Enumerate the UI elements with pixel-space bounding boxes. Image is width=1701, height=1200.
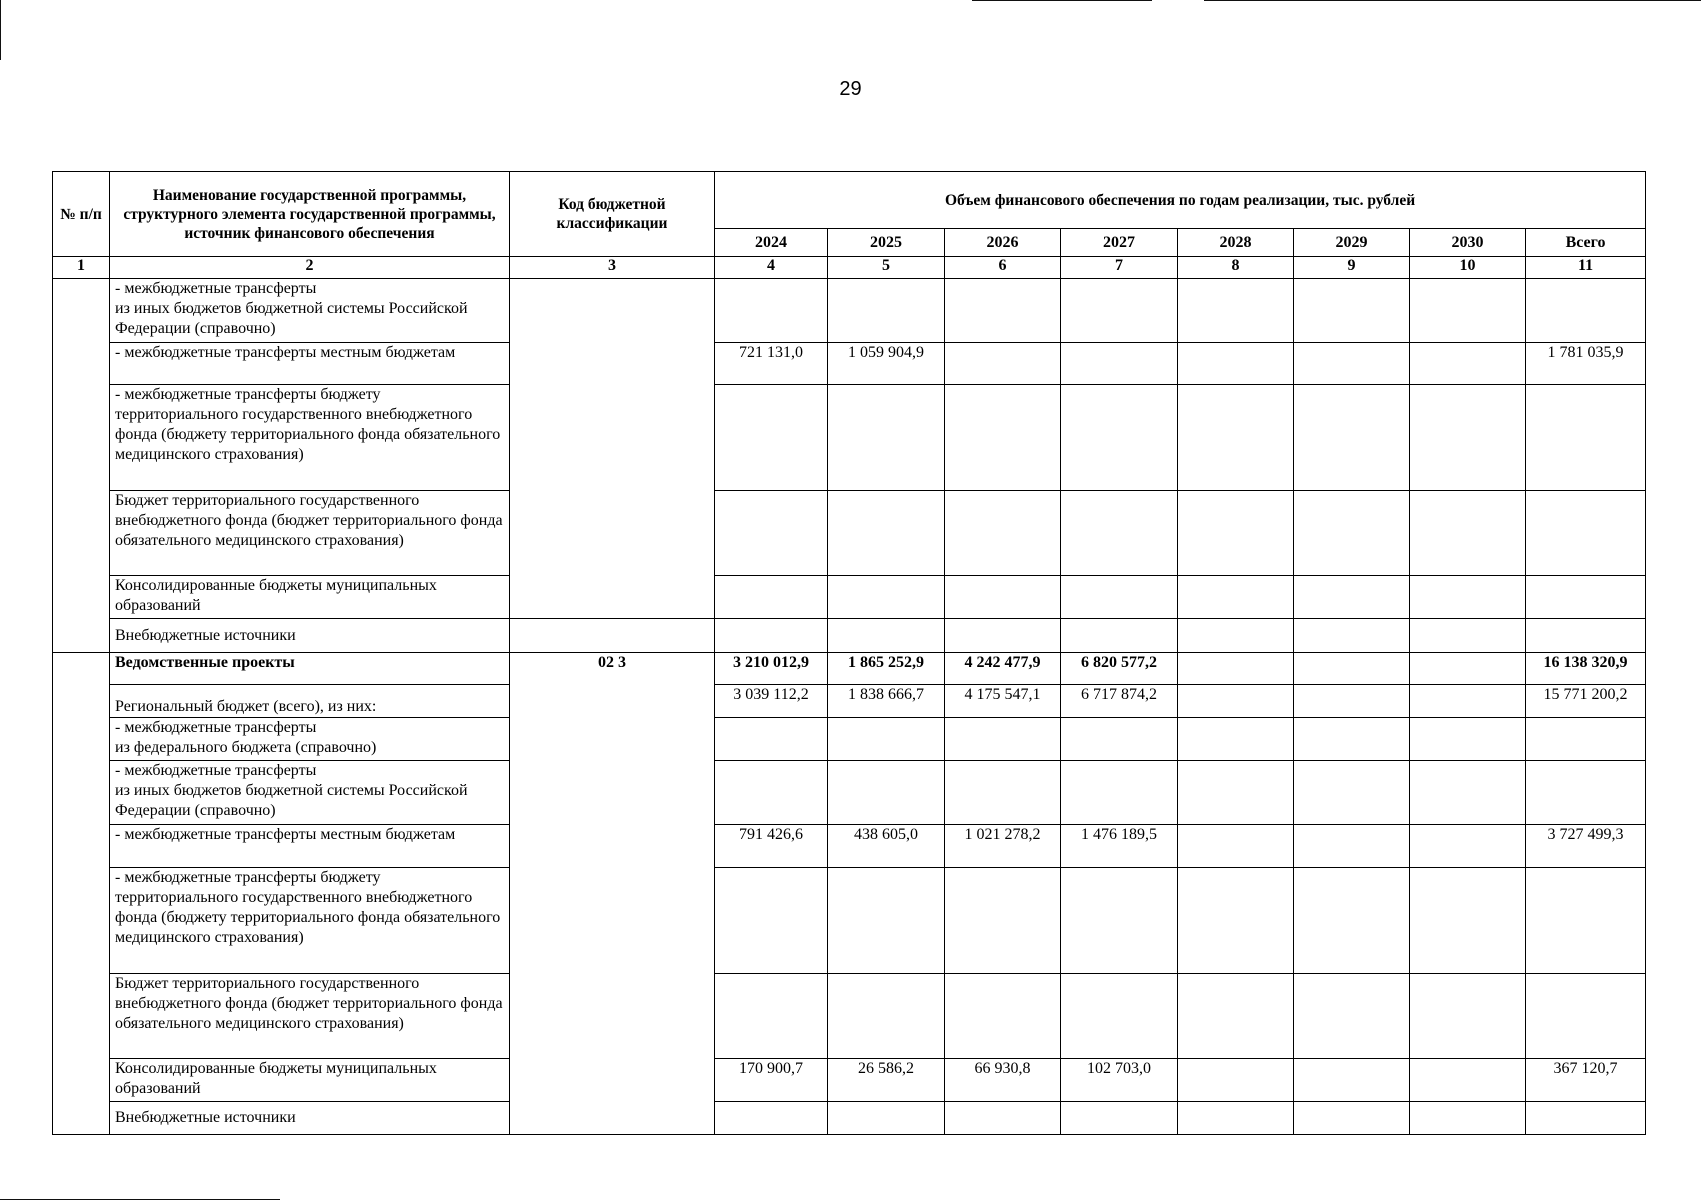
column-number: 11 — [1526, 257, 1646, 279]
year-value: 438 605,0 — [828, 825, 945, 868]
year-value — [945, 718, 1061, 761]
table-row — [53, 825, 1646, 868]
year-header: 2024 — [715, 229, 828, 257]
year-value — [1178, 279, 1294, 343]
budget-code-cell — [510, 619, 715, 653]
column-number: 8 — [1178, 257, 1294, 279]
budget-code-cell: 02 3 — [510, 653, 715, 1135]
year-value — [1294, 279, 1410, 343]
year-value: 4 175 547,1 — [945, 685, 1061, 718]
header-num: № п/п — [53, 172, 110, 257]
year-value — [1410, 1059, 1526, 1102]
header-code: Код бюджетной классификации — [510, 172, 715, 257]
row-name: - межбюджетные трансферты местным бюджетам — [110, 825, 510, 868]
table-row — [53, 385, 1646, 491]
year-value — [1178, 761, 1294, 825]
row-name: - межбюджетные трансферты из иных бюджетов бюджетной системы Российской Федерации (справочно) — [110, 279, 510, 343]
page-number: 29 — [839, 78, 862, 100]
row-number-cell — [53, 653, 110, 1135]
year-value — [828, 279, 945, 343]
row-name: Внебюджетные источники — [110, 1102, 510, 1135]
total-value — [1526, 619, 1646, 653]
scan-edge-line — [972, 0, 1152, 1]
year-value — [1061, 974, 1178, 1059]
table-row — [53, 718, 1646, 761]
year-value — [1178, 1102, 1294, 1135]
year-value: 721 131,0 — [715, 343, 828, 385]
financing-table — [52, 171, 1646, 1135]
year-value — [1061, 279, 1178, 343]
table-row — [53, 1102, 1646, 1135]
year-value — [1061, 619, 1178, 653]
year-value — [1410, 718, 1526, 761]
year-value — [715, 868, 828, 974]
table-row — [53, 761, 1646, 825]
year-value — [945, 576, 1061, 619]
table-row — [53, 685, 1646, 718]
year-header: 2027 — [1061, 229, 1178, 257]
column-number: 4 — [715, 257, 828, 279]
year-value: 3 210 012,9 — [715, 653, 828, 685]
year-value — [1294, 761, 1410, 825]
table-row — [53, 653, 1646, 685]
scan-edge-line — [1204, 0, 1701, 1]
year-value — [828, 619, 945, 653]
total-value — [1526, 761, 1646, 825]
row-name: - межбюджетные трансферты из иных бюджетов бюджетной системы Российской Федерации (справочно) — [110, 761, 510, 825]
year-value — [715, 1102, 828, 1135]
year-value — [1178, 825, 1294, 868]
year-header: 2026 — [945, 229, 1061, 257]
table-row — [53, 343, 1646, 385]
year-value — [1178, 868, 1294, 974]
table-row — [53, 491, 1646, 576]
year-value — [715, 718, 828, 761]
year-value — [1410, 825, 1526, 868]
year-value: 66 930,8 — [945, 1059, 1061, 1102]
year-value — [1294, 825, 1410, 868]
table-body — [53, 279, 1646, 1135]
row-name: Внебюджетные источники — [110, 619, 510, 653]
year-value — [1061, 576, 1178, 619]
year-value — [1178, 385, 1294, 491]
total-value — [1526, 868, 1646, 974]
column-number: 7 — [1061, 257, 1178, 279]
year-value — [1294, 685, 1410, 718]
header-row — [53, 172, 1646, 229]
year-value — [945, 343, 1061, 385]
year-value — [1410, 576, 1526, 619]
year-value — [1294, 576, 1410, 619]
scan-edge-line — [0, 0, 1, 60]
year-value — [828, 1102, 945, 1135]
year-value — [828, 718, 945, 761]
row-name: Консолидированные бюджеты муниципальных образований — [110, 576, 510, 619]
total-value — [1526, 491, 1646, 576]
year-value: 170 900,7 — [715, 1059, 828, 1102]
total-value — [1526, 279, 1646, 343]
column-number: 5 — [828, 257, 945, 279]
year-value — [715, 279, 828, 343]
year-value — [1410, 619, 1526, 653]
year-value — [945, 868, 1061, 974]
year-value — [1410, 1102, 1526, 1135]
year-value — [1178, 718, 1294, 761]
row-name: Бюджет территориального государственного внебюджетного фонда (бюджет территориального фонда обязательного медицинского страхования) — [110, 491, 510, 576]
year-value — [1294, 868, 1410, 974]
year-value — [1178, 1059, 1294, 1102]
row-name: Бюджет территориального государственного внебюджетного фонда (бюджет территориального фонда обязательного медицинского страхования) — [110, 974, 510, 1059]
year-value — [945, 491, 1061, 576]
year-value — [1410, 653, 1526, 685]
year-value — [715, 974, 828, 1059]
year-value — [828, 974, 945, 1059]
year-value: 791 426,6 — [715, 825, 828, 868]
total-value: 367 120,7 — [1526, 1059, 1646, 1102]
row-number-cell — [53, 279, 110, 653]
year-value — [1178, 653, 1294, 685]
year-value — [1410, 343, 1526, 385]
year-value — [715, 761, 828, 825]
year-value: 1 059 904,9 — [828, 343, 945, 385]
year-value — [1061, 718, 1178, 761]
row-name: - межбюджетные трансферты местным бюджетам — [110, 343, 510, 385]
year-value — [945, 1102, 1061, 1135]
total-value — [1526, 718, 1646, 761]
year-value — [1178, 619, 1294, 653]
year-value — [1410, 385, 1526, 491]
year-value — [828, 491, 945, 576]
year-header: 2029 — [1294, 229, 1410, 257]
year-value — [945, 761, 1061, 825]
row-name: Консолидированные бюджеты муниципальных образований — [110, 1059, 510, 1102]
year-value — [1410, 685, 1526, 718]
year-value: 4 242 477,9 — [945, 653, 1061, 685]
total-value: 15 771 200,2 — [1526, 685, 1646, 718]
year-value — [945, 279, 1061, 343]
column-number: 9 — [1294, 257, 1410, 279]
table-row — [53, 868, 1646, 974]
total-header: Всего — [1526, 229, 1646, 257]
year-value — [1294, 385, 1410, 491]
year-value: 102 703,0 — [1061, 1059, 1178, 1102]
row-name: - межбюджетные трансферты из федерального бюджета (справочно) — [110, 718, 510, 761]
row-name: Ведомственные проекты — [110, 653, 510, 685]
year-value: 1 476 189,5 — [1061, 825, 1178, 868]
year-value — [1410, 491, 1526, 576]
year-value — [1294, 343, 1410, 385]
budget-code-cell — [510, 279, 715, 619]
year-value: 3 039 112,2 — [715, 685, 828, 718]
total-value — [1526, 385, 1646, 491]
year-value — [715, 619, 828, 653]
year-value — [1178, 343, 1294, 385]
year-value — [1410, 974, 1526, 1059]
year-value — [1294, 1102, 1410, 1135]
year-value — [1294, 619, 1410, 653]
year-value: 1 838 666,7 — [828, 685, 945, 718]
column-number: 2 — [110, 257, 510, 279]
year-value — [1061, 761, 1178, 825]
year-value — [1410, 868, 1526, 974]
year-value — [1294, 653, 1410, 685]
total-value: 3 727 499,3 — [1526, 825, 1646, 868]
year-value — [1410, 279, 1526, 343]
total-value — [1526, 576, 1646, 619]
year-value: 6 820 577,2 — [1061, 653, 1178, 685]
year-value — [828, 868, 945, 974]
column-numbering-row — [53, 257, 1646, 279]
column-number: 3 — [510, 257, 715, 279]
row-name: - межбюджетные трансферты бюджету территориального государственного внебюджетного фонда (бюджету территориального фонда обязательного медицинского страхования) — [110, 385, 510, 491]
year-value — [1061, 1102, 1178, 1135]
table-row — [53, 619, 1646, 653]
year-value — [945, 974, 1061, 1059]
year-value — [1178, 491, 1294, 576]
column-number: 10 — [1410, 257, 1526, 279]
year-value — [715, 576, 828, 619]
year-value — [945, 385, 1061, 491]
year-value — [1061, 491, 1178, 576]
year-value — [1294, 974, 1410, 1059]
row-name: - межбюджетные трансферты бюджету территориального государственного внебюджетного фонда (бюджету территориального фонда обязательного медицинского страхования) — [110, 868, 510, 974]
year-value — [1061, 385, 1178, 491]
table-row — [53, 576, 1646, 619]
year-value — [1061, 343, 1178, 385]
header-name: Наименование государственной программы, структурного элемента государственной программы, источник финансового обеспечения — [110, 172, 510, 257]
year-value — [1178, 685, 1294, 718]
total-value — [1526, 974, 1646, 1059]
year-value — [1410, 761, 1526, 825]
column-number: 1 — [53, 257, 110, 279]
year-value: 1 865 252,9 — [828, 653, 945, 685]
year-value: 26 586,2 — [828, 1059, 945, 1102]
year-value — [828, 761, 945, 825]
year-value — [1294, 718, 1410, 761]
table-row — [53, 974, 1646, 1059]
table-row — [53, 279, 1646, 343]
year-value: 1 021 278,2 — [945, 825, 1061, 868]
year-value — [1294, 491, 1410, 576]
year-value — [1178, 576, 1294, 619]
year-value: 6 717 874,2 — [1061, 685, 1178, 718]
year-value — [715, 385, 828, 491]
year-value — [1294, 1059, 1410, 1102]
year-header: 2028 — [1178, 229, 1294, 257]
table-row — [53, 1059, 1646, 1102]
column-number: 6 — [945, 257, 1061, 279]
year-value — [828, 385, 945, 491]
year-value — [828, 576, 945, 619]
year-value — [945, 619, 1061, 653]
year-header: 2030 — [1410, 229, 1526, 257]
year-value — [715, 491, 828, 576]
year-header: 2025 — [828, 229, 945, 257]
total-value: 1 781 035,9 — [1526, 343, 1646, 385]
year-value — [1061, 868, 1178, 974]
total-value: 16 138 320,9 — [1526, 653, 1646, 685]
year-value — [1178, 974, 1294, 1059]
total-value — [1526, 1102, 1646, 1135]
row-name: Региональный бюджет (всего), из них: — [110, 685, 510, 718]
header-volume: Объем финансового обеспечения по годам реализации, тыс. рублей — [715, 172, 1646, 229]
